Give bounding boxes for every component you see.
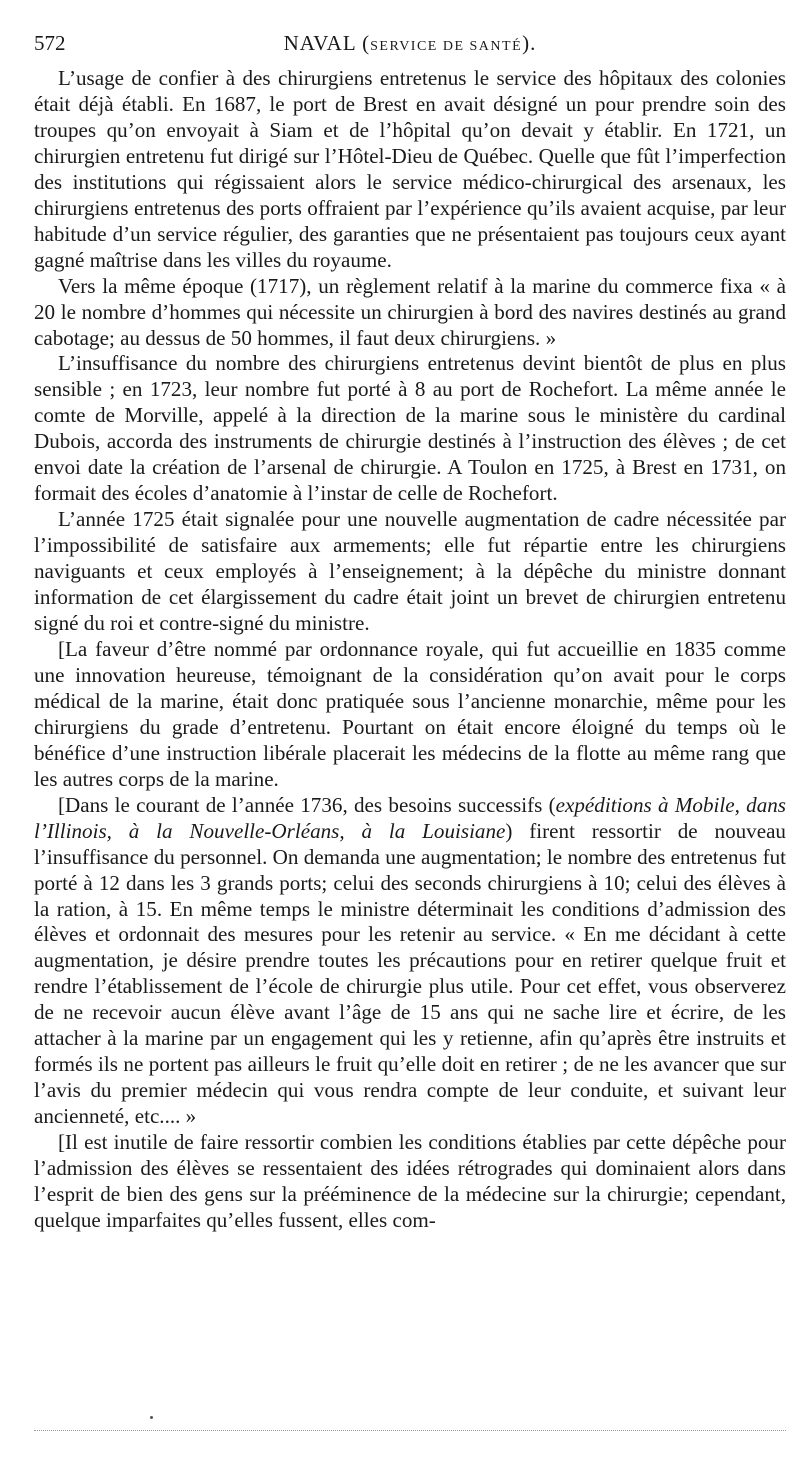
paragraph-colonies: L’usage de confier à des chirurgiens entretenus le service des hôpitaux des colonies était déjà établi. En 1687, le port de Brest en avait désigné un pour prendre soin des troupes qu’on envoyait à Siam et de l’hôpital qu’on devait y établir. En 1721, un chirurgien entretenu fut dirigé sur l’Hôtel-Dieu de Québec. Quelle que fût l’imperfection des institutions qui régissaient alors le service médico-chirurgical des arsenaux, les chirurgiens entretenus des ports offraient par l’expérience qu’ils avaient acquise, par leur habitude d’un service régulier, des garanties que ne présentaient pas toujours ceux ayant gagné maîtrise dans les villes du royaume. bbox=[34, 66, 786, 272]
paragraph-annee-1736-rest: ) firent ressortir de nouveau l’insuffisance du personnel. On demanda une augmentation; le nombre des entretenus fut porté à 12 dans les 3 grands ports; celui des seconds chirurgiens à 10; celui des élèves à la ration, à 15. En même temps le ministre déterminait les conditions d’admission des élèves et ordonnait des mesures pour les retenir au service. « En me décidant à cette augmentation, je désire prendre toutes les précautions pour en retirer quelque fruit et rendre l’établissement de l’école de chirurgie plus utile. Pour cet effet, vous observerez de ne recevoir aucun élève avant l’âge de 15 ans qui ne sache lire et écrire, de les attacher à la marine par un engagement qui les y retienne, afin qu’après être instruits et formés ils ne portent pas ailleurs le fruit qu’elle doit en retirer ; de ne les avancer que sur l’avis du premier médecin qui vous rendra compte de leur conduite, et suivant leur ancienneté, etc.... » bbox=[34, 818, 786, 1129]
expeditions-italic: expéditions à Mobile, dans l’Illinois, à la Nouvelle-Orléans, à la Louisiane bbox=[34, 792, 786, 843]
paragraph-insuffisance: L’insuffisance du nombre des chirurgiens entretenus devint bientôt de plus en plus sensible ; en 1723, leur nombre fut porté à 8 au port de Rochefort. La même année le comte de Morville, appelé à la direction de la marine sous le ministère du cardinal Dubois, accorda des instruments de chirurgie destinés à l’instruction des élèves ; de cet envoi date la création de l’arsenal de chirurgie. A Toulon en 1725, à Brest en 1731, on formait des écoles d’anatomie à l’instar de celle de Rochefort. bbox=[34, 351, 786, 506]
paragraph-conditions: [Il est inutile de faire ressortir combien les conditions établies par cette dépêche pour l’admission des élèves se ressentaient des idées rétrogrades qui dominaient alors dans l’esprit de bien des gens sur la prééminence de la médecine sur la chirurgie; cependant, quelque imparfaites qu’elles fussent, elles com- bbox=[34, 1130, 786, 1232]
paragraph-ordonnance-royale: [La faveur d’être nommé par ordonnance royale, qui fut accueillie en 1835 comme une innovation heureuse, témoignant de la considération qu’on avait pour le corps médical de la marine, était donc pratiquée sous l’ancienne monarchie, même pour les chirurgiens du grade d’entretenu. Pourtant on était encore éloigné du temps où le bénéfice d’une instruction libérale placerait les médecins de la flotte au même rang que les autres corps de la marine. bbox=[34, 636, 786, 791]
paragraph-annee-1736-start: [Dans le courant de l’année 1736, des besoins successifs ( bbox=[58, 792, 556, 817]
running-title bbox=[34, 28, 786, 62]
paragraph-annee-1725: L’année 1725 était signalée pour une nouvelle augmentation de cadre nécessitée par l’impossibilité de satisfaire aux armements; elle fut répartie entre les chirurgiens naviguants et ceux employés à l’enseignement; à la dépêche du ministre donnant information de cet élargissement du cadre était joint un brevet de chirurgien entretenu signé du roi et contre-signé du ministre. bbox=[34, 507, 786, 636]
running-title-paren-close: ). bbox=[522, 31, 537, 55]
paragraph-reglement-1717: Vers la même époque (1717), un règlement relatif à la marine du commerce fixa « à 20 le nombre d’hommes qui nécessite un chirurgien à bord des navires destinés au grand cabotage; au dessus de 50 hommes, il faut deux chirurgiens. » bbox=[34, 273, 786, 350]
paragraph-annee-1736 bbox=[34, 793, 786, 1130]
running-title-main: NAVAL bbox=[283, 31, 356, 55]
footer-dotted-rule bbox=[34, 1430, 786, 1431]
running-title-subtitle: SERVICE DE SANTÉ bbox=[370, 39, 523, 54]
footer-dot bbox=[150, 1416, 153, 1419]
running-header bbox=[34, 28, 786, 58]
page-number: 572 bbox=[34, 31, 66, 55]
running-title-paren-open: ( bbox=[355, 31, 371, 55]
body-text bbox=[34, 66, 786, 1234]
